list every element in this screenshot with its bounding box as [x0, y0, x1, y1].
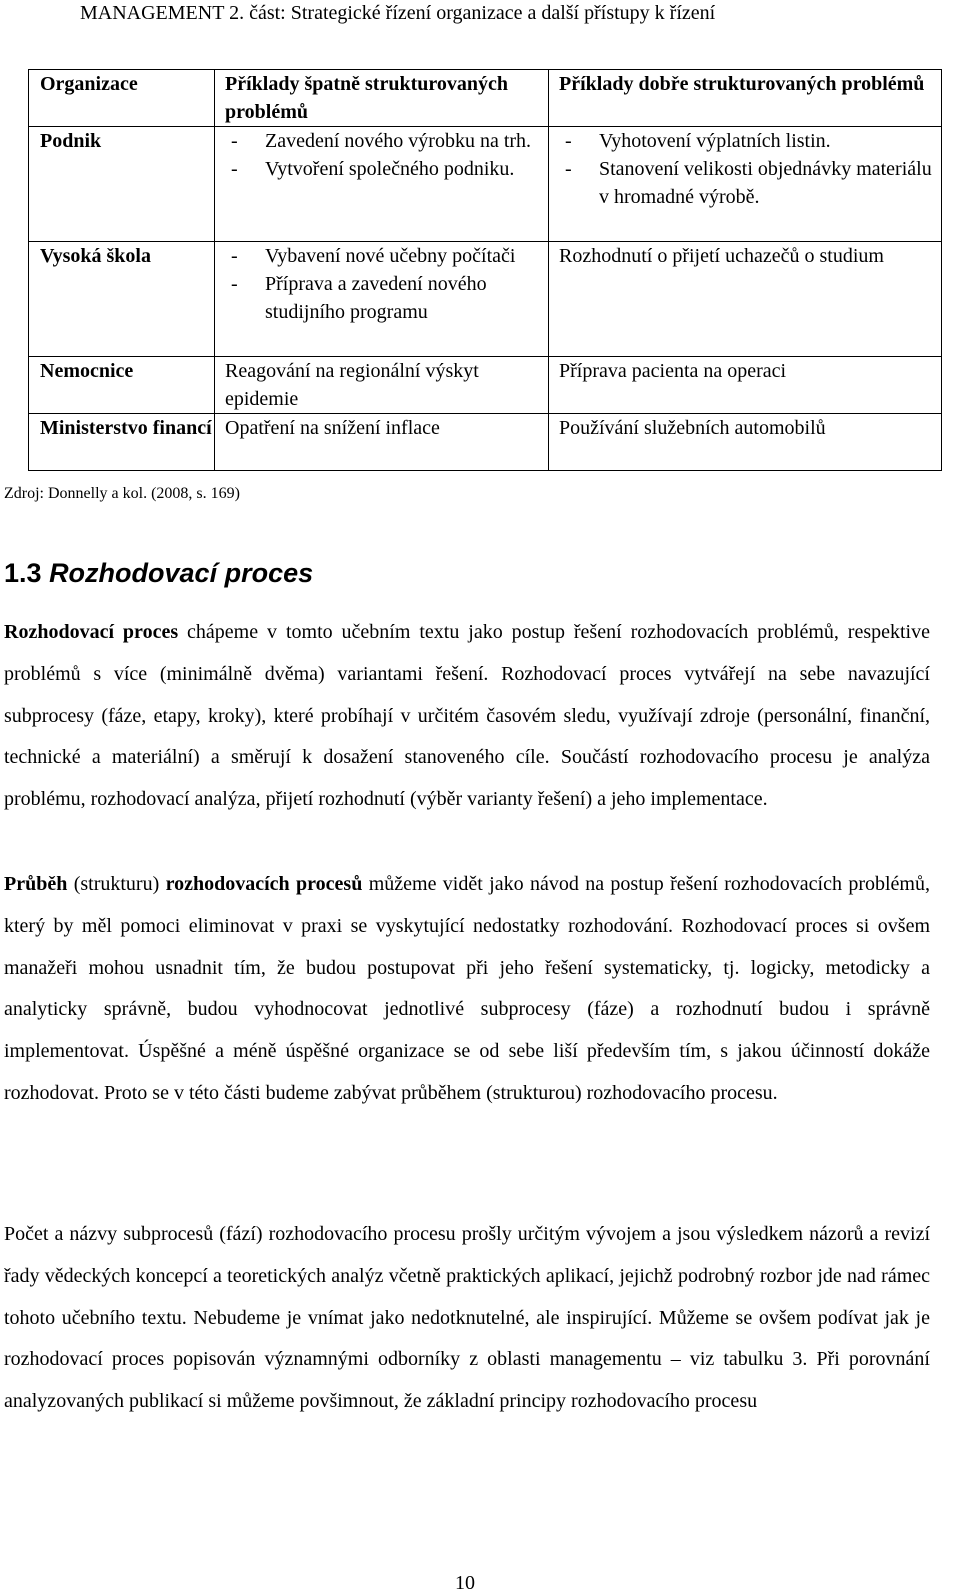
row-org: Vysoká škola: [29, 242, 215, 357]
row-org: Ministerstvo financí: [29, 414, 215, 471]
paragraph-text: chápeme v tomto učebním textu jako postup řešení rozhodovacích problémů, respektive problémů s více (minimálně dvěma) variantami řešení. Rozhodovací proces vytvářejí na sebe navazující subprocesy (fáze, etapy, kroky), které probíhají v určitém časovém sledu, využívají zdroje (personální, finanční, technické a materiální) a směrují k dosažení stanoveného cíle. Součástí rozhodovacího procesu je analýza problému, rozhodovací analýza, přijetí rozhodnutí (výběr varianty řešení) a jeho implementace.: [4, 621, 930, 811]
bold-term: rozhodovacích procesů: [165, 873, 363, 895]
list-item: - Vybavení nové učebny počítači: [231, 245, 516, 267]
list-item: - Stanovení velikosti objednávky materiálu v hromadné výrobě.: [565, 158, 932, 208]
paragraph: [4, 612, 930, 821]
table-row: [29, 357, 942, 414]
paragraph: [4, 864, 930, 1115]
row-good: Rozhodnutí o přijetí uchazečů o studium: [549, 242, 942, 357]
paragraph-text: (strukturu): [67, 873, 166, 895]
section-number: 1.3: [4, 558, 42, 588]
table-row: [29, 242, 942, 357]
row-good: Příprava pacienta na operaci: [549, 357, 942, 414]
row-poor: Opatření na snížení inflace: [215, 414, 549, 471]
header-organizace: Organizace: [29, 70, 215, 127]
list-item: - Vyhotovení výplatních listin.: [565, 130, 831, 152]
page-header: MANAGEMENT 2. část: Strategické řízení organizace a další přístupy k řízení: [80, 2, 716, 24]
problems-table: [28, 69, 942, 471]
table-header-row: [29, 70, 942, 127]
header-poor-problems: Příklady špatně strukturovaných problémů: [215, 70, 549, 127]
list-item: - Příprava a zavedení nového studijního programu: [231, 273, 487, 323]
row-good: [549, 127, 942, 242]
paragraph: [4, 1214, 930, 1423]
table-row: [29, 127, 942, 242]
paragraph-text: Počet a názvy subprocesů (fází) rozhodovacího procesu prošly určitým vývojem a jsou výsledkem názorů a revizí řady vědeckých koncepcí a teoretických analýz včetně praktických aplikací, jejichž podrobný rozbor jde nad rámec tohoto učebního textu. Nebudeme je vnímat jako nedotknutelné, ale inspirující. Můžeme se ovšem podívat jak je rozhodovací proces popisován významnými odborníky z oblasti managementu – viz tabulku 3. Při porovnání analyzovaných publikací si můžeme povšimnout, že základní principy rozhodovacího procesu: [4, 1223, 930, 1413]
table-source: Zdroj: Donnelly a kol. (2008, s. 169): [4, 485, 240, 502]
row-poor: Reagování na regionální výskyt epidemie: [215, 357, 549, 414]
paragraph-text: můžeme vidět jako návod na postup řešení rozhodovacích problémů, který by měl pomoci eliminovat v praxi se vyskytující nedostatky rozhodování. Rozhodovací proces si ovšem manažeři mohou usnadnit tím, že budou postupovat při jeho řešení systematicky, tj. logicky, metodicky a analyticky správně, budou vyhodnocovat jednotlivé subprocesy (fáze) a rozhodnutí budou i správně implementovat. Úspěšné a méně úspěšné organizace se od sebe liší především tím, s jakou účinností dokáže rozhodovat. Proto se v této části budeme zabývat průběhem (strukturou) rozhodovacího procesu.: [4, 873, 930, 1104]
table-row: [29, 414, 942, 471]
bold-term: Rozhodovací proces: [4, 621, 179, 643]
list-item: - Zavedení nového výrobku na trh.: [231, 130, 532, 152]
row-poor: [215, 242, 549, 357]
section-heading: [4, 556, 313, 590]
row-org: Podnik: [29, 127, 215, 242]
section-title: Rozhodovací proces: [49, 558, 314, 588]
page-number: 10: [455, 1572, 475, 1594]
bold-term: Průběh: [4, 873, 68, 895]
list-item: - Vytvoření společného podniku.: [231, 158, 515, 180]
header-good-problems: Příklady dobře strukturovaných problémů: [549, 70, 942, 127]
row-org: Nemocnice: [29, 357, 215, 414]
row-good: Používání služebních automobilů: [549, 414, 942, 471]
row-poor: [215, 127, 549, 242]
